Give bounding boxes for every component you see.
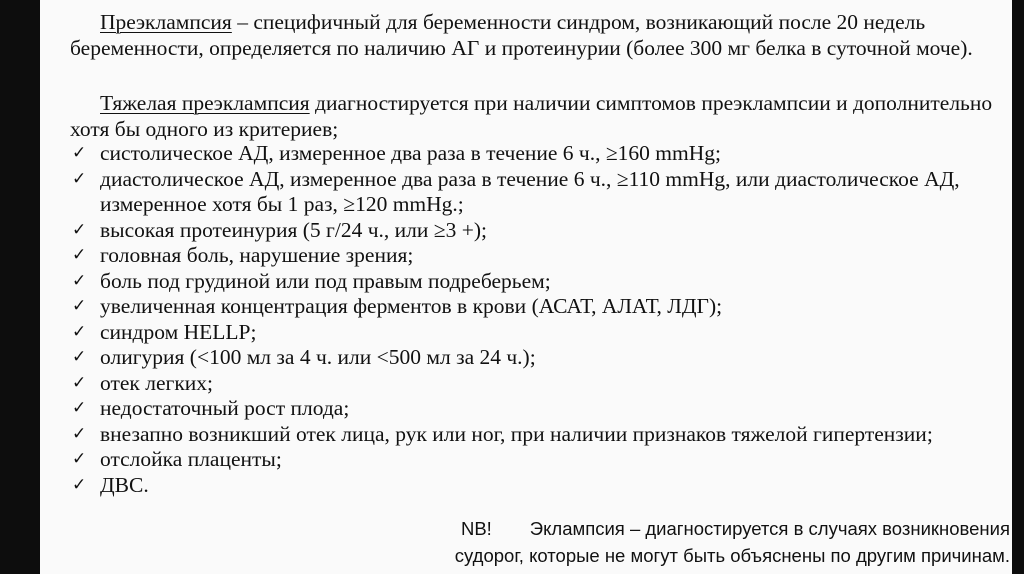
list-item — [70, 218, 990, 244]
checkmark-icon: ✓ — [72, 168, 87, 189]
list-item — [70, 345, 990, 371]
list-item — [70, 422, 990, 448]
list-item — [70, 141, 990, 167]
list-item — [70, 269, 990, 295]
checkmark-icon: ✓ — [72, 398, 87, 418]
checkmark-icon: ✓ — [72, 296, 87, 316]
criteria-list — [70, 141, 990, 498]
list-item-text: отек легких; — [100, 370, 213, 395]
list-item-text: увеличенная концентрация ферментов в крови (АСАТ, АЛАТ, ЛДГ); — [100, 294, 723, 318]
checkmark-icon: ✓ — [72, 474, 87, 495]
list-item-text: внезапно возникший отек лица, рук или ног, при наличии признаков тяжелой гипертензии; — [100, 421, 933, 446]
list-item-text: недостаточный рост плода; — [100, 396, 350, 420]
checkmark-icon: ✓ — [72, 321, 87, 342]
definition-text: – специфичный для беременности синдром, возникающий после 20 недель беременности, определяется по наличию АГ и протеинурии (более 300 мг белка в суточной моче). — [70, 10, 973, 60]
checkmark-icon: ✓ — [72, 143, 87, 163]
note-line-1-text: Эклампсия – диагностируется в случаях возникновения — [529, 518, 1010, 539]
severe-term: Тяжелая преэклампсия — [100, 91, 310, 115]
checkmark-icon: ✓ — [72, 219, 87, 240]
eclampsia-note — [350, 515, 1010, 569]
checkmark-icon: ✓ — [72, 372, 87, 393]
checkmark-icon: ✓ — [72, 245, 87, 265]
list-item-text: боль под грудиной или под правым подреберьем; — [100, 268, 551, 293]
severe-text: диагностируется при наличии симптомов преэклампсии и дополнительно хотя бы одного из критериев; — [70, 91, 993, 141]
list-item-text: головная боль, нарушение зрения; — [100, 243, 414, 267]
checkmark-icon: ✓ — [72, 347, 87, 367]
slide-content — [40, 0, 1012, 574]
list-item — [70, 371, 990, 397]
list-item — [70, 167, 990, 218]
definition-term: Преэклампсия — [100, 10, 232, 34]
list-item — [70, 294, 990, 320]
list-item — [70, 396, 990, 422]
list-item-text: ДВС. — [100, 472, 149, 497]
note-line-2: судорог, которые не могут быть объяснены по другим причинам. — [454, 545, 1010, 566]
list-item-text: диастолическое АД, измеренное два раза в течение 6 ч., ≥110 mmHg, или диастолическое АД, измеренное хотя бы 1 раз, ≥120 mmHg.; — [100, 166, 960, 216]
right-frame-border — [1012, 0, 1024, 574]
list-item-text: отслойка плаценты; — [100, 447, 282, 471]
note-line-1 — [350, 515, 1010, 542]
definition-paragraph — [70, 10, 1015, 61]
checkmark-icon: ✓ — [72, 423, 87, 444]
list-item — [70, 320, 990, 346]
list-item — [70, 447, 990, 473]
list-item-text: синдром HELLP; — [100, 319, 257, 344]
checkmark-icon: ✓ — [72, 270, 87, 291]
left-frame-border — [0, 0, 40, 574]
severe-paragraph — [70, 91, 1015, 142]
list-item — [70, 243, 990, 269]
nb-label: NB! — [460, 518, 492, 539]
list-item-text: систолическое АД, измеренное два раза в течение 6 ч., ≥160 mmHg; — [100, 141, 721, 165]
list-item-text: олигурия (<100 мл за 4 ч. или <500 мл за 24 ч.); — [100, 345, 536, 369]
checkmark-icon: ✓ — [72, 449, 87, 469]
list-item — [70, 473, 990, 499]
list-item-text: высокая протеинурия (5 г/24 ч., или ≥3 +); — [100, 217, 487, 242]
